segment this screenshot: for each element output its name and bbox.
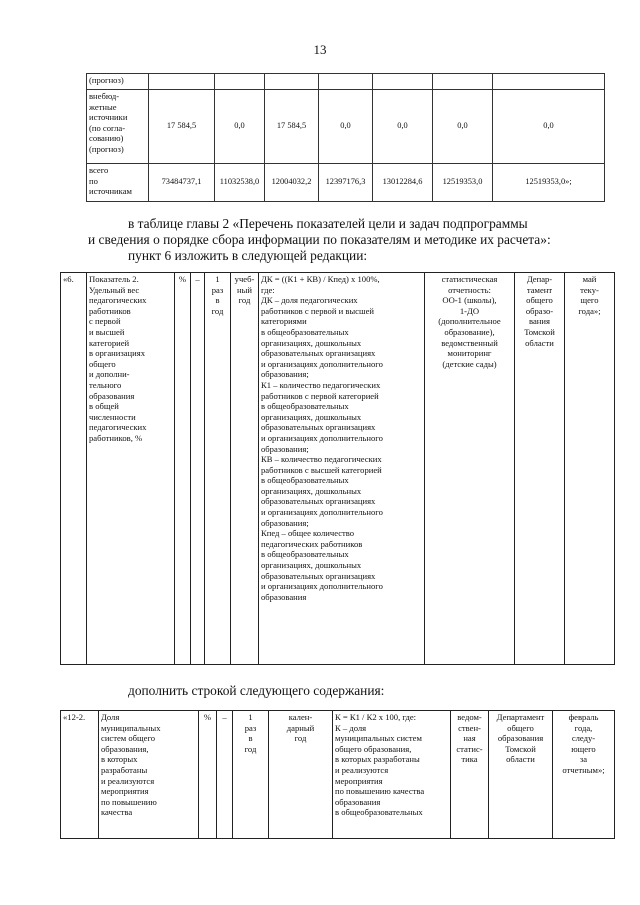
interval: кален- дарный год [269,711,333,839]
cell-value [433,74,493,90]
method: статистическая отчетность: ОО-1 (школы), 1-ДО (дополнительное образование), ведомственный мониторинг (детские сады) [425,273,515,665]
cell-value: 12519353,0 [433,164,493,202]
indicator-table-12-2 [60,710,615,839]
cell-value [149,74,215,90]
cell-value: 17 584,5 [149,90,215,164]
unit: % [175,273,191,665]
periodicity: 1 раз в год [233,711,269,839]
periodicity: 1 раз в год [205,273,231,665]
cell-value: 11032538,0 [215,164,265,202]
paragraph-2: пункт 6 изложить в следующей редакции: [128,248,368,263]
table-row [87,90,605,164]
unit: % [199,711,217,839]
interval: учеб- ный год [231,273,259,665]
row-label: (прогноз) [87,74,149,90]
dash: – [191,273,205,665]
cell-value: 13012284,6 [373,164,433,202]
row-label: всего по источникам [87,164,149,202]
responsible: Депар- тамент общего образо- вания Томской области [515,273,565,665]
indicator-table-6 [60,272,615,665]
cell-value: 0,0 [373,90,433,164]
cell-value: 0,0 [433,90,493,164]
table-row [87,74,605,90]
funding-table [86,73,605,202]
formula: ДК = ((К1 + КВ) / Кпед) х 100%, где: ДК – доля педагогических работников с первой и высшей категориями в общеобразовательных организациях, дошкольных образовательных организациях и организациях дополнительного образования; К1 – количество педагогических работников с первой категорией в общеобразовательных организациях, дошкольных образовательных организациях и организациях дополнительного образования; КВ – количество педагогических работников с высшей категорией в общеобразовательных организациях, дошкольных образовательных организациях и организациях дополнительного образования; Кпед – общее количество педагогических работников в общеобразовательных организациях, дошкольных образовательных организациях и организациях дополнительного образования [259,273,425,665]
cell-value [265,74,319,90]
cell-value: 0,0 [319,90,373,164]
formula: К = К1 / К2 х 100, где: К – доля муниципальных систем общего образования, в которых разработаны и реализуются мероприятия по повышению качества образования в общеобразовательных [333,711,451,839]
dash: – [217,711,233,839]
row-number: «12-2. [61,711,99,839]
table-row [61,273,615,665]
paragraph-1-line-2: и сведения о порядке сбора информации по показателям и методике их расчета»: [88,232,551,247]
row-number: «6. [61,273,87,665]
page-number: 13 [313,42,327,57]
indicator-name: Доля муниципальных систем общего образования, в которых разработаны и реализуются мероприятия по повышению качества [99,711,199,839]
paragraph-3: дополнить строкой следующего содержания: [128,683,385,698]
cell-value: 0,0 [215,90,265,164]
table-row [61,711,615,839]
row-label: внебюд- жетные источники (по согла- сованию) (прогноз) [87,90,149,164]
deadline: февраль года, следу- ющего за отчетным»; [553,711,615,839]
cell-value [319,74,373,90]
cell-value: 12397176,3 [319,164,373,202]
paragraph-1-line-1: в таблице главы 2 «Перечень показателей цели и задач подпрограммы [128,216,528,231]
method: ведом- ствен- ная статис- тика [451,711,489,839]
cell-value: 12519353,0»; [493,164,605,202]
cell-value: 17 584,5 [265,90,319,164]
cell-value [215,74,265,90]
cell-value: 12004032,2 [265,164,319,202]
cell-value [373,74,433,90]
responsible: Департамент общего образования Томской области [489,711,553,839]
cell-value: 73484737,1 [149,164,215,202]
cell-value [493,74,605,90]
table-row [87,164,605,202]
deadline: май теку- щего года»; [565,273,615,665]
cell-value: 0,0 [493,90,605,164]
indicator-name: Показатель 2. Удельный вес педагогических работников с первой и высшей категорией в организациях общего и дополни- тельного образования в общей численности педагогических работников, % [87,273,175,665]
